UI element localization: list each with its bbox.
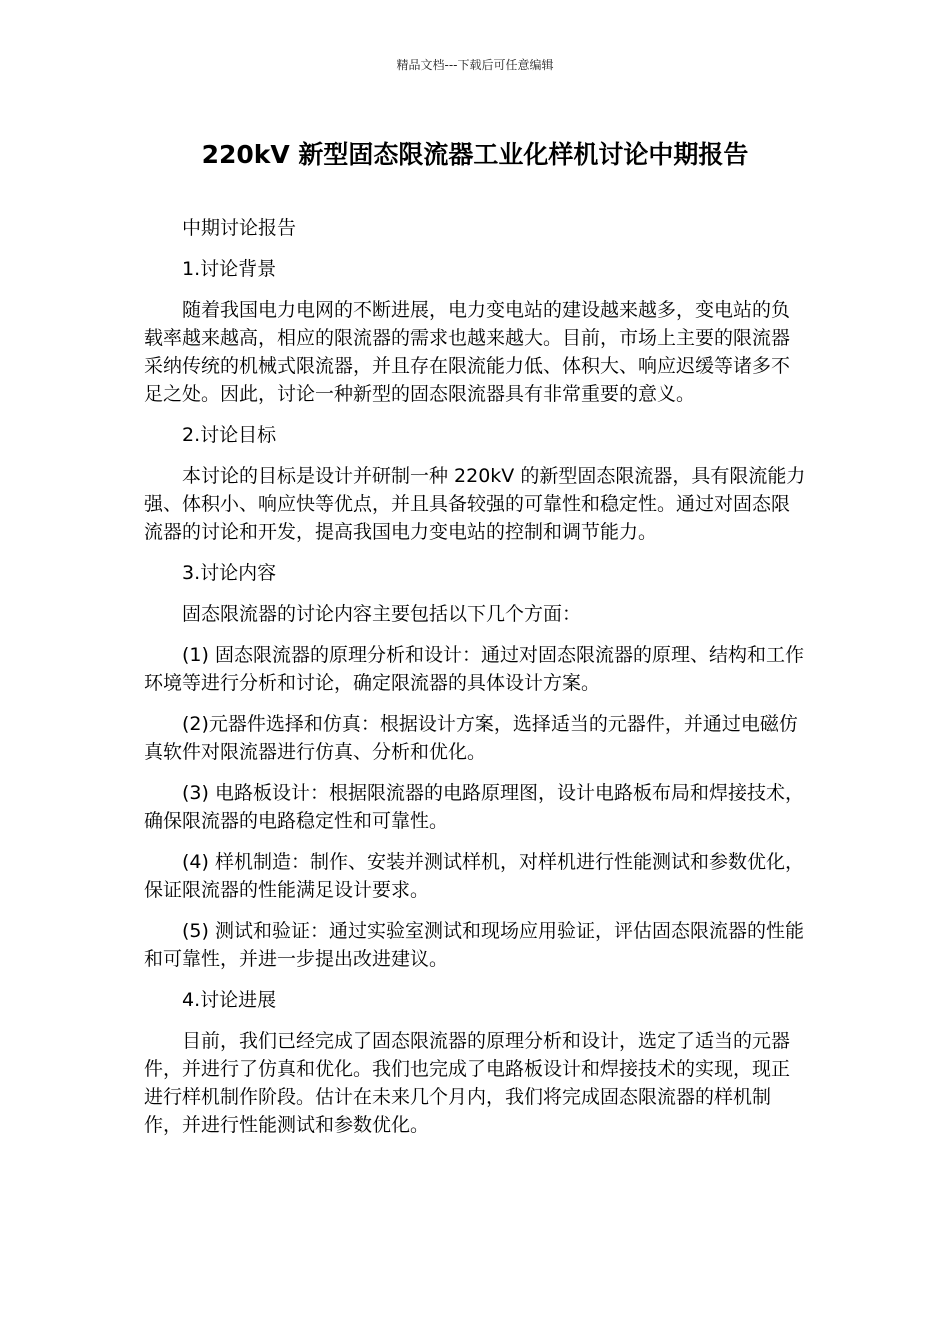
section-label: 中期讨论报告: [182, 217, 297, 239]
section-heading-content: 3.讨论内容: [182, 562, 277, 584]
paragraph-content-intro: 固态限流器的讨论内容主要包括以下几个方面：: [182, 603, 582, 625]
section-heading-background: 1.讨论背景: [182, 258, 277, 280]
list-item-content-1: (1) 固态限流器的原理分析和设计：通过对固态限流器的原理、结构和工作环境等进行分析和讨论，确定限流器的具体设计方案。: [144, 644, 804, 694]
list-item-content-3: (3) 电路板设计：根据限流器的电路原理图，设计电路板布局和焊接技术，确保限流器的电路稳定性和可靠性。: [144, 782, 804, 832]
document-title: 220kV 新型固态限流器工业化样机讨论中期报告: [201, 140, 749, 169]
list-item-content-5: (5) 测试和验证：通过实验室测试和现场应用验证，评估固态限流器的性能和可靠性，并进一步提出改进建议。: [144, 920, 804, 970]
list-item-content-2: (2)元器件选择和仿真：根据设计方案，选择适当的元器件，并通过电磁仿真软件对限流器进行仿真、分析和优化。: [144, 713, 798, 763]
paragraph-progress: 目前，我们已经完成了固态限流器的原理分析和设计，选定了适当的元器件，并进行了仿真和优化。我们也完成了电路板设计和焊接技术的实现，现正进行样机制作阶段。估计在未来几个月内，我们将完成固态限流器的样机制作，并进行性能测试和参数优化。: [144, 1030, 791, 1136]
paragraph-background: 随着我国电力电网的不断进展，电力变电站的建设越来越多，变电站的负载率越来越高，相应的限流器的需求也越来越大。目前，市场上主要的限流器采纳传统的机械式限流器，并且存在限流能力低、体积大、响应迟缓等诸多不足之处。因此，讨论一种新型的固态限流器具有非常重要的意义。: [144, 299, 791, 405]
section-heading-progress: 4.讨论进展: [182, 989, 277, 1011]
paragraph-objective: 本讨论的目标是设计并研制一种 220kV 的新型固态限流器，具有限流能力强、体积小、响应快等优点，并且具备较强的可靠性和稳定性。通过对固态限流器的讨论和开发，提高我国电力变电站的控制和调节能力。: [144, 465, 806, 543]
header-note: 精品文档---下载后可任意编辑: [396, 58, 554, 72]
document-body: [144, 214, 808, 1152]
list-item-content-4: (4) 样机制造：制作、安装并测试样机，对样机进行性能测试和参数优化，保证限流器的性能满足设计要求。: [144, 851, 804, 901]
section-heading-objective: 2.讨论目标: [182, 424, 277, 446]
